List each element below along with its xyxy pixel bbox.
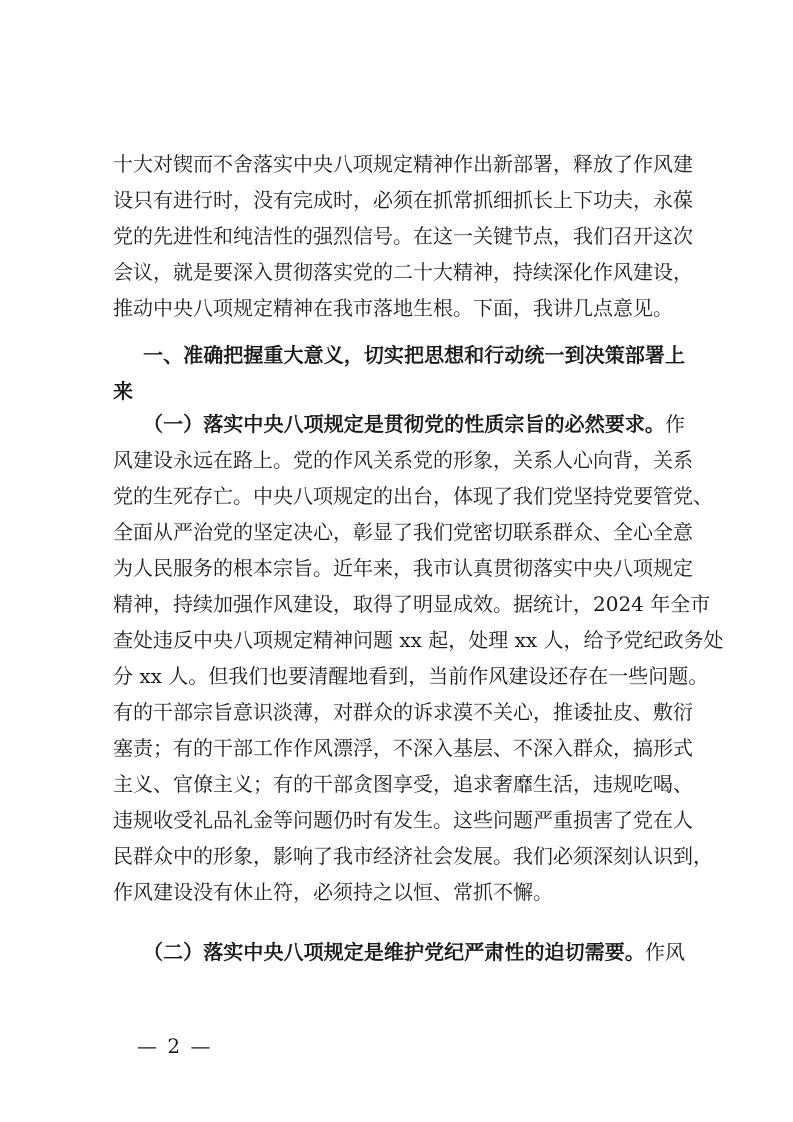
text-line: 风建设永远在路上。党的作风关系党的形象，关系人心向背，关系: [113, 448, 693, 472]
subsection-2-paragraph: [113, 934, 685, 970]
text-fragment: 作风: [644, 940, 686, 964]
text-line: 有的干部宗旨意识淡薄，对群众的诉求漠不关心，推诿扯皮、敷衍: [113, 700, 693, 724]
subsection-1-paragraph: [113, 406, 724, 910]
text-line: 推动中央八项规定精神在我市落地生根。下面，我讲几点意见。: [113, 296, 673, 320]
text-line: 违规收受礼品礼金等问题仍时有发生。这些问题严重损害了党在人: [113, 808, 693, 832]
section-heading-line: 来: [113, 379, 133, 403]
text-line: 作风建设没有休止符，必须持之以恒、常抓不懈。: [113, 880, 553, 904]
section-heading: [113, 337, 685, 409]
subsection-heading: （二）落实中央八项规定是维护党纪严肃性的迫切需要。: [143, 940, 645, 964]
text-line: 党的先进性和纯洁性的强烈信号。在这一关键节点，我们召开这次: [113, 224, 693, 248]
text-line: 查处违反中央八项规定精神问题 xx 起，处理 xx 人，给予党纪政务处: [113, 628, 724, 652]
text-line: 设只有进行时，没有完成时，必须在抓常抓细抓长上下功夫，永葆: [113, 188, 693, 212]
text-line: 十大对锲而不舍落实中央八项规定精神作出新部署，释放了作风建: [113, 152, 693, 176]
text-line: 全面从严治党的坚定决心，彰显了我们党密切联系群众、全心全意: [113, 520, 693, 544]
text-line: 塞责；有的干部工作作风漂浮，不深入基层、不深入群众，搞形式: [113, 736, 693, 760]
text-line: 精神，持续加强作风建设，取得了明显成效。据统计，2024 年全市: [113, 592, 711, 616]
intro-paragraph: [113, 146, 693, 326]
text-fragment: 作: [665, 412, 685, 436]
text-line: 主义、官僚主义；有的干部贪图享受，追求奢靡生活，违规吃喝、: [113, 772, 693, 796]
text-line: 分 xx 人。但我们也要清醒地看到，当前作风建设还存在一些问题。: [113, 664, 709, 688]
text-line: 党的生死存亡。中央八项规定的出台，体现了我们党坚持党要管党、: [113, 484, 713, 508]
subsection-first-line: [113, 934, 685, 970]
section-heading-line: 一、准确把握重大意义，切实把思想和行动统一到决策部署上: [143, 343, 685, 367]
text-line: 民群众中的形象，影响了我市经济社会发展。我们必须深刻认识到，: [113, 844, 713, 868]
page-number: — 2 —: [137, 1034, 213, 1058]
text-line: 为人民服务的根本宗旨。近年来，我市认真贯彻落实中央八项规定: [113, 556, 693, 580]
subsection-first-line: [113, 406, 685, 442]
text-line: 会议，就是要深入贯彻落实党的二十大精神，持续深化作风建设，: [113, 260, 693, 284]
subsection-heading: （一）落实中央八项规定是贯彻党的性质宗旨的必然要求。: [143, 412, 665, 436]
